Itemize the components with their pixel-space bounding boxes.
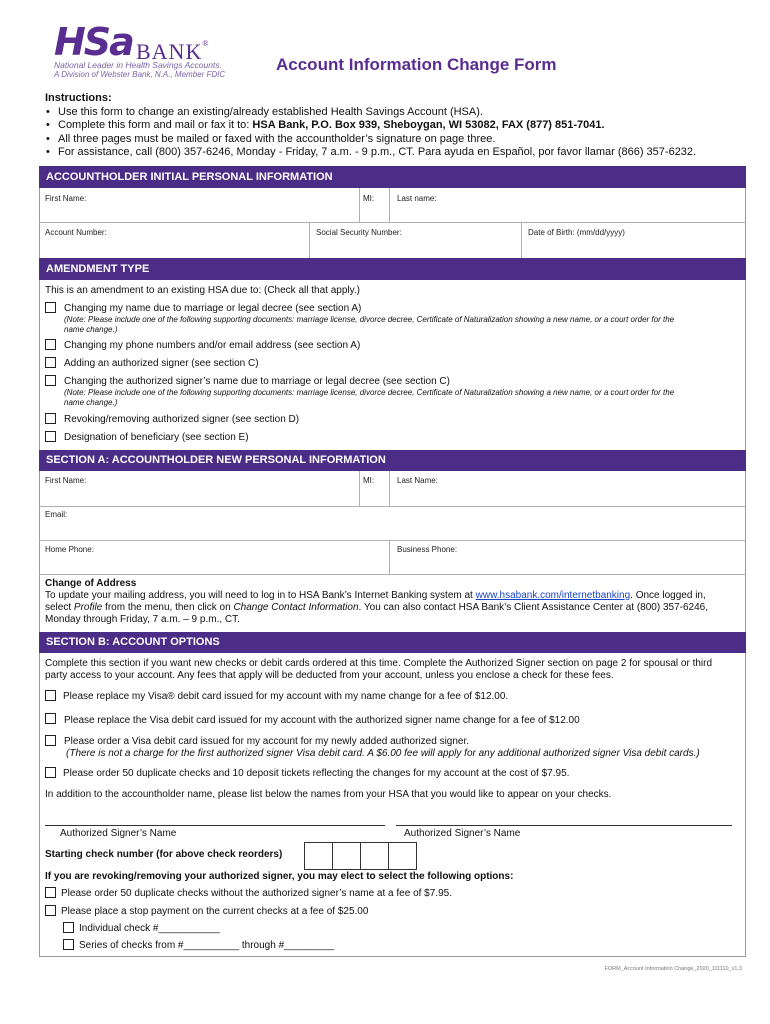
signer-2-label: Authorized Signer’s Name <box>404 828 521 839</box>
signer-2-line[interactable] <box>396 825 732 826</box>
option-order-visa-signer: Please order a Visa debit card issued for my account for my newly added authorized signer. <box>64 736 470 747</box>
new-last-name-label: Last Name: <box>397 476 438 485</box>
instructions-heading: Instructions: <box>45 92 112 104</box>
logo-bank-word: BANK <box>136 39 203 64</box>
signer-1-line[interactable] <box>45 825 385 826</box>
new-first-name-label: First Name: <box>45 476 87 485</box>
checkbox-series-checks[interactable] <box>63 939 74 950</box>
logo-hsa-text: HSa <box>54 20 133 64</box>
divider <box>39 540 746 541</box>
checkbox-dup-checks-no-signer[interactable] <box>45 887 56 898</box>
checkbox-name-change[interactable] <box>45 302 56 313</box>
email-label: Email: <box>45 510 68 519</box>
last-name-label: Last name: <box>397 194 437 203</box>
check-number-box[interactable] <box>388 842 417 870</box>
option-duplicate-checks: Please order 50 duplicate checks and 10 deposit tickets reflecting the changes for my account at the cost of $7.95. <box>63 768 570 779</box>
change-of-address-text <box>45 590 725 626</box>
check-number-box[interactable] <box>332 842 361 870</box>
instruction-item: • All three pages must be mailed or faxed with the accountholder’s signature on page three. <box>45 133 745 147</box>
checkbox-revoke-signer[interactable] <box>45 413 56 424</box>
mailing-address: HSA Bank, P.O. Box 939, Sheboygan, WI 53082, FAX (877) 851-7041. <box>252 119 605 131</box>
instructions <box>45 92 745 160</box>
section-header-personal: ACCOUNTHOLDER INITIAL PERSONAL INFORMATION <box>39 166 746 188</box>
check-number-box[interactable] <box>304 842 333 870</box>
checkbox-duplicate-checks[interactable] <box>45 767 56 778</box>
divider <box>39 574 746 575</box>
option-revoke-signer: Revoking/removing authorized signer (see section D) <box>64 414 300 425</box>
signer-1-label: Authorized Signer’s Name <box>60 828 177 839</box>
checkbox-stop-payment[interactable] <box>45 905 56 916</box>
instruction-text: Complete this form and mail or fax it to: <box>58 119 253 131</box>
option-add-signer: Adding an authorized signer (see section C) <box>64 358 259 369</box>
new-mi-label: MI: <box>363 476 375 485</box>
ssn-label: Social Security Number: <box>316 228 402 237</box>
checkbox-add-signer[interactable] <box>45 357 56 368</box>
section-header-a: SECTION A: ACCOUNTHOLDER NEW PERSONAL INFORMATION <box>39 450 746 471</box>
option-stop-payment: Please place a stop payment on the current checks at a fee of $25.00 <box>61 906 369 917</box>
checkbox-replace-visa-signer[interactable] <box>45 713 56 724</box>
option-beneficiary: Designation of beneficiary (see section E) <box>64 432 249 443</box>
starting-check-label: Starting check number (for above check reorders) <box>45 849 283 860</box>
coa-text: from the menu, then click on <box>102 602 234 613</box>
option-series-checks: Series of checks from #__________ through #_________ <box>79 940 335 951</box>
logo-reg-mark: ® <box>202 39 210 48</box>
checkbox-replace-visa[interactable] <box>45 690 56 701</box>
section-header-amendment: AMENDMENT TYPE <box>39 258 746 280</box>
note-signer-name-change <box>64 388 744 408</box>
coa-change-contact: Change Contact Information <box>233 602 359 613</box>
divider <box>521 222 522 258</box>
option-dup-checks-no-signer: Please order 50 duplicate checks without the authorized signer’s name at a fee of $7.95. <box>61 888 452 899</box>
coa-text: . Once logged in, select <box>45 590 706 613</box>
coa-text: To update your mailing address, you will need to log in to HSA Bank’s Internet Banking system at <box>45 590 476 601</box>
section-b-intro: Complete this section if you want new checks or debit cards ordered at this time. Complete the Authorized Signer section on page 2 for spousal or third party access to your account. Any fees that apply will be deducted from your account, unless you enclose a check for these fees. <box>45 658 713 681</box>
note-name-change <box>64 315 744 335</box>
option-name-change: Changing my name due to marriage or legal decree (see section A) <box>64 303 362 314</box>
first-name-label: First Name: <box>45 194 87 203</box>
divider <box>39 222 746 223</box>
change-of-address-heading: Change of Address <box>45 578 137 589</box>
instruction-item: • Use this form to change an existing/already established Health Savings Account (HSA). <box>45 106 745 120</box>
divider <box>359 471 360 506</box>
instruction-item: • For assistance, call (800) 357-6246, Monday - Friday, 7 a.m. - 9 p.m., CT. Para ayuda en Español, por favor llamar (866) 357-6232. <box>45 146 745 160</box>
divider <box>389 540 390 574</box>
checkbox-signer-name-change[interactable] <box>45 375 56 386</box>
checkbox-beneficiary[interactable] <box>45 431 56 442</box>
names-intro: In addition to the accountholder name, please list below the names from your HSA that you would like to appear on your checks. <box>45 789 612 800</box>
instructions-list <box>45 106 745 160</box>
coa-profile: Profile <box>73 602 103 613</box>
divider <box>309 222 310 258</box>
form-title: Account Information Change Form <box>276 55 557 74</box>
revoke-intro: If you are revoking/removing your authorized signer, you may elect to select the following options: <box>45 871 514 882</box>
note-line: name change.) <box>64 325 118 334</box>
note-visa-signer: (There is not a charge for the first authorized signer Visa debit card. A $6.00 fee will apply for any additional authorized signer Visa debit cards.) <box>66 748 700 759</box>
checkbox-individual-check[interactable] <box>63 922 74 933</box>
logo-division: A Division of Webster Bank, N.A., Member FDIC <box>54 70 226 79</box>
business-phone-label: Business Phone: <box>397 545 458 554</box>
option-replace-visa: Please replace my Visa® debit card issued for my account with my name change for a fee of $12.00. <box>63 691 509 702</box>
instruction-item <box>45 119 745 133</box>
section-header-b: SECTION B: ACCOUNT OPTIONS <box>39 632 746 653</box>
check-number-box[interactable] <box>360 842 389 870</box>
note-line: (Note: Please include one of the following supporting documents: marriage license, divorce decree, Certificate of Naturalization showing a new name, or a court order for the <box>64 315 675 324</box>
divider <box>389 188 390 222</box>
option-replace-visa-signer: Please replace the Visa debit card issued for my account with the authorized signer name change for a fee of $12.00 <box>64 715 580 726</box>
option-individual-check: Individual check #___________ <box>79 923 220 934</box>
internet-banking-link[interactable]: www.hsabank.com/internetbanking <box>475 590 631 601</box>
home-phone-label: Home Phone: <box>45 545 94 554</box>
checkbox-order-visa-signer[interactable] <box>45 735 56 746</box>
divider <box>39 506 746 507</box>
checkbox-phone-email[interactable] <box>45 339 56 350</box>
note-line: name change.) <box>64 398 118 407</box>
account-number-label: Account Number: <box>45 228 107 237</box>
amendment-intro: This is an amendment to an existing HSA due to: (Check all that apply.) <box>45 285 360 296</box>
option-phone-email: Changing my phone numbers and/or email address (see section A) <box>64 340 361 351</box>
mi-label: MI: <box>363 194 375 203</box>
dob-label: Date of Birth: (mm/dd/yyyy) <box>528 228 625 237</box>
logo-tagline: National Leader in Health Savings Accounts. <box>54 60 222 70</box>
divider <box>359 188 360 222</box>
option-signer-name-change: Changing the authorized signer’s name due to marriage or legal decree (see section C) <box>64 376 450 387</box>
note-line: (Note: Please include one of the following supporting documents: marriage license, divorce decree, Certificate of Naturalization showing a new name, or a court order for the <box>64 388 675 397</box>
coa-text: . You can also contact HSA Bank’s Client Assistance Center at (800) 357-6246, Monday through Friday, 7 a.m. – 9 p.m., CT. <box>45 602 708 625</box>
form-footer-code: FORM_Account Information Change_2020_111110_v1.3 <box>604 966 742 972</box>
divider <box>389 471 390 506</box>
hsa-bank-logo <box>54 22 254 84</box>
